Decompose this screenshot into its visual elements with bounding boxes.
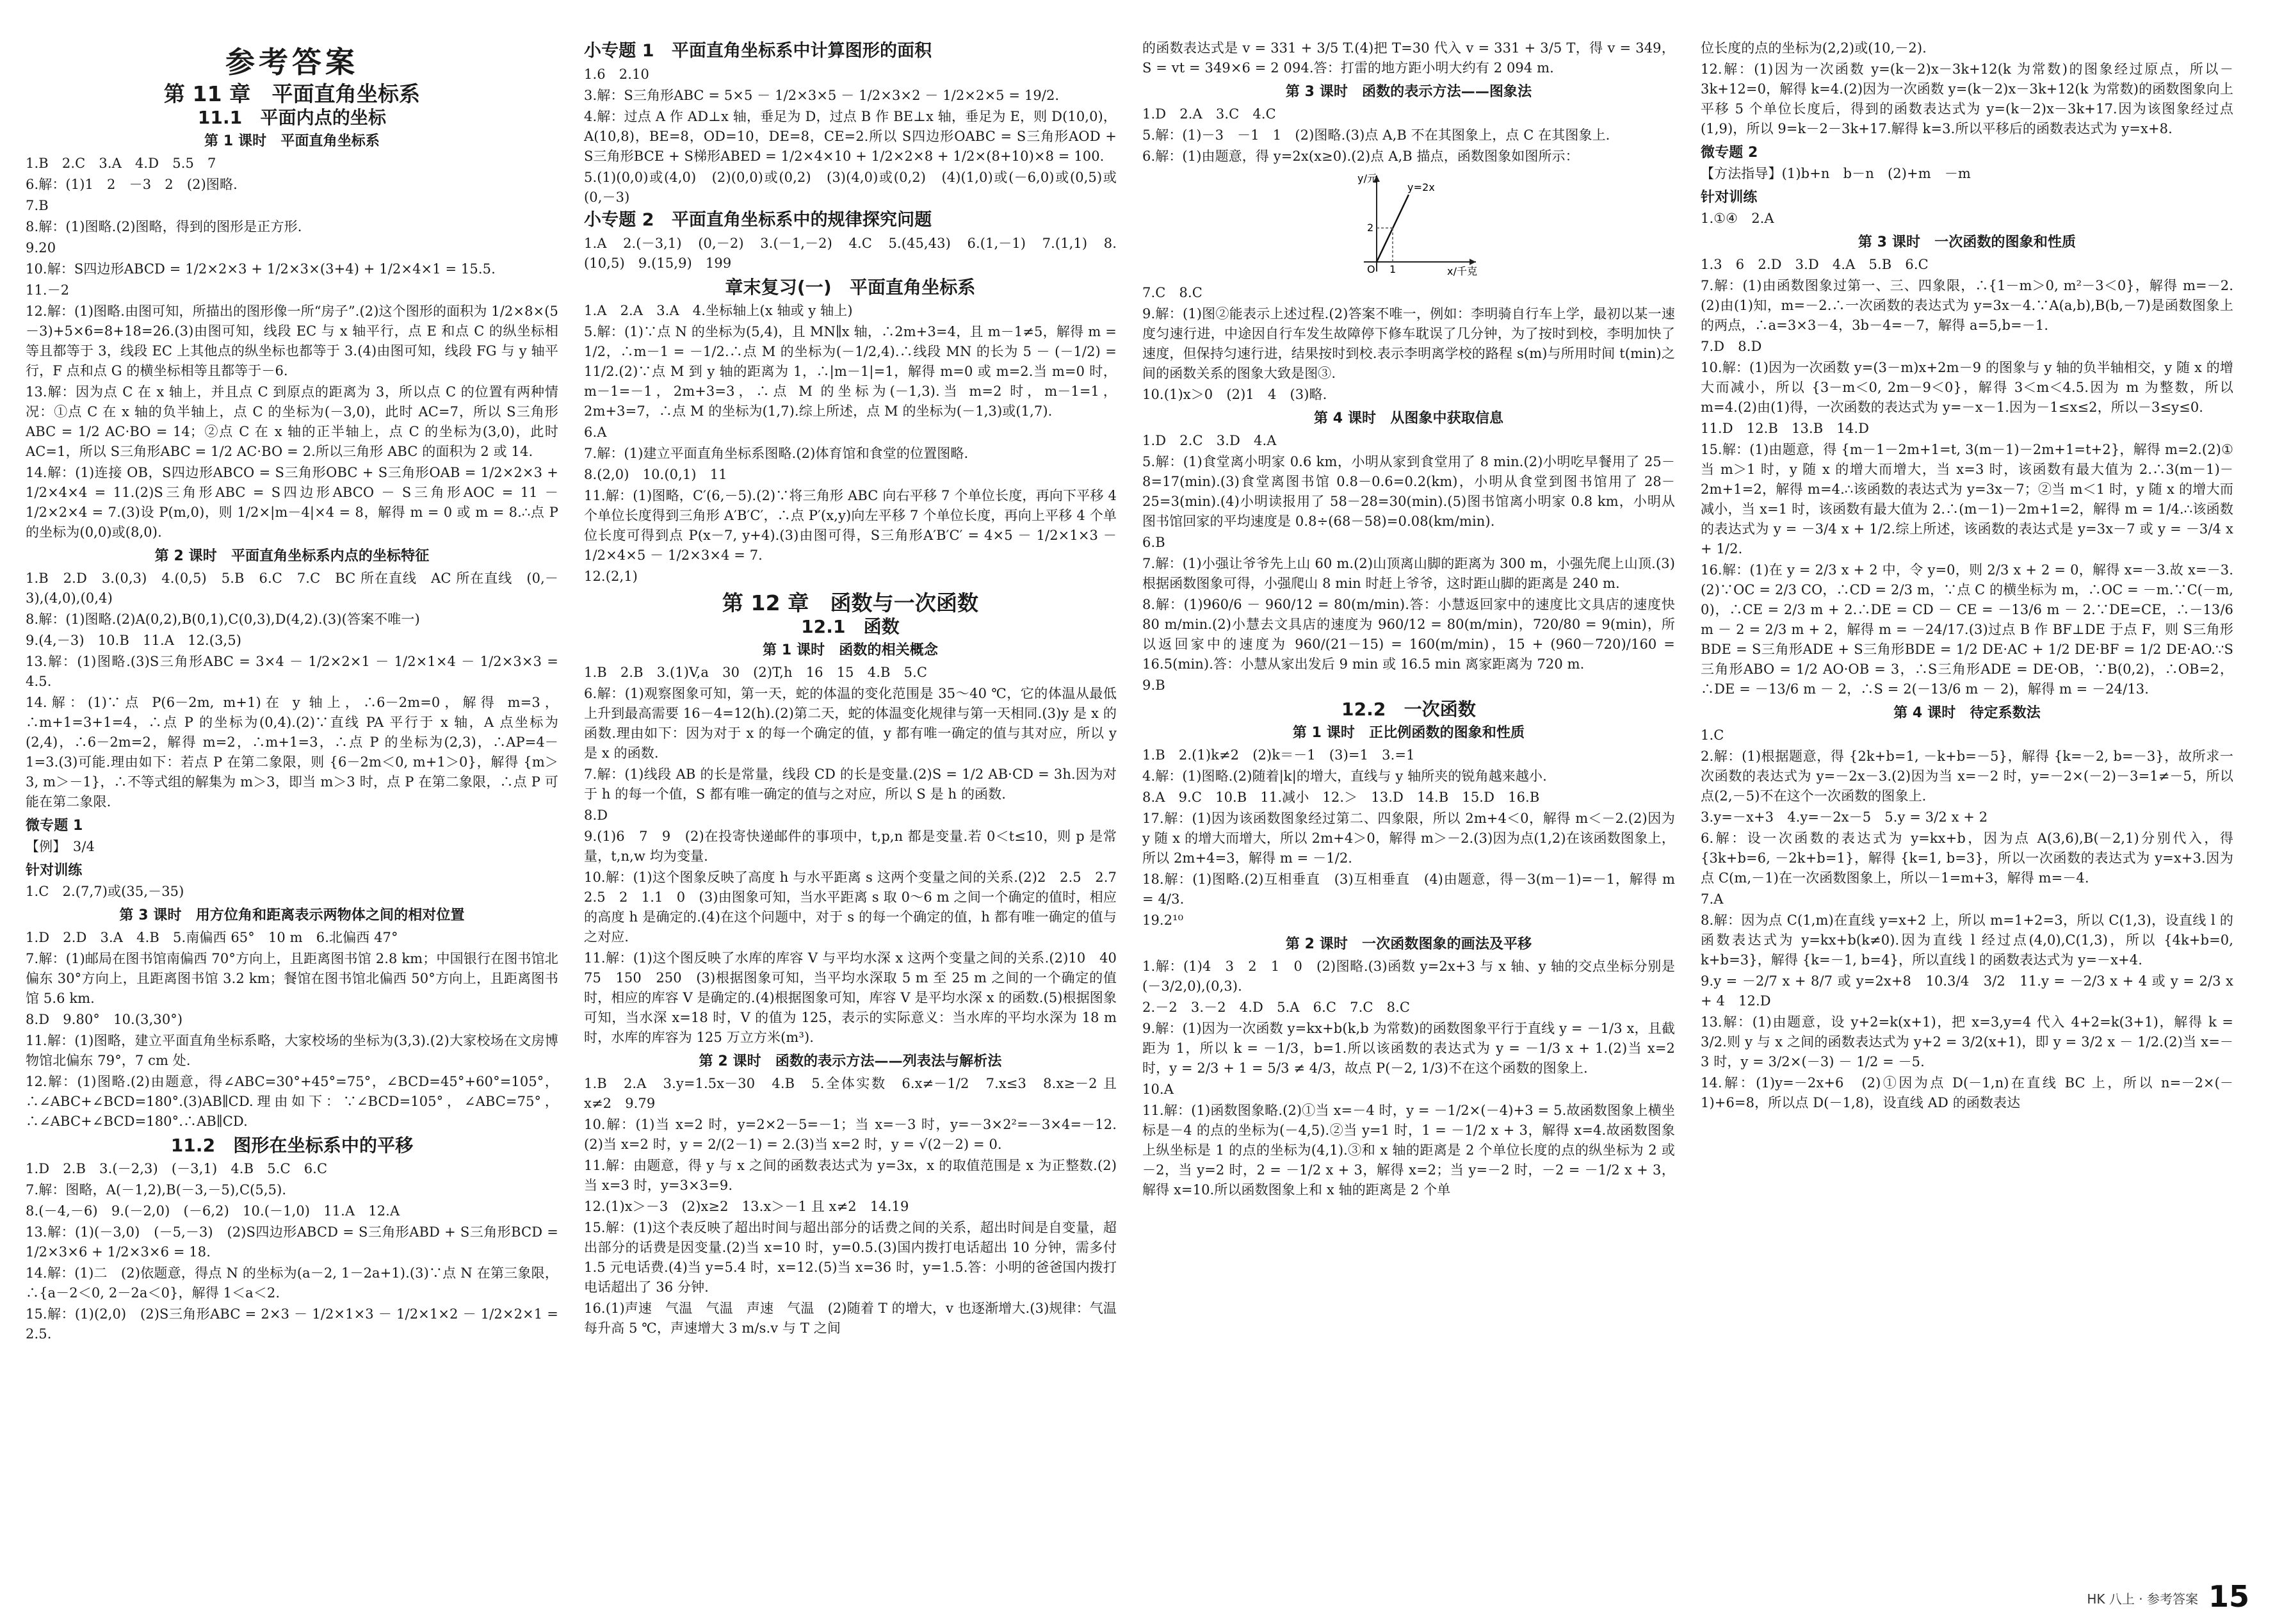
answer-line: 1.A 2.(－3,1) (0,－2) 3.(－1,－2) 4.C 5.(45,43) 6.(1,－1) 7.(1,1) 8.(10,5) 9.(15,9) 199 bbox=[584, 236, 1117, 271]
answer-line: 1.D 2.A 3.C 4.C bbox=[1142, 106, 1276, 122]
answer-line: 11.解：(1)图略，建立平面直角坐标系略，大家校场的坐标为(3,3).(2)大家校场在文房博物馆北偏东 79°，7 cm 处. bbox=[26, 1033, 558, 1068]
answer-line: 7.C 8.C bbox=[1142, 285, 1202, 300]
answer-line: 5.解：(1)－3 －1 1 (2)图略.(3)点 A,B 不在其图象上，点 C 在其图象上. bbox=[1142, 127, 1610, 143]
answer-line: 9.20 bbox=[26, 240, 56, 256]
example-line: 【例】 3/4 bbox=[26, 839, 95, 854]
answer-line: 9.(1)6 7 9 (2)在投寄快递邮件的事项中，t,p,n 都是变量.若 0＜t≤10，则 p 是常量，t,n,w 均为变量. bbox=[584, 829, 1117, 864]
column-2 bbox=[584, 38, 1131, 1588]
answer-line: 1.D 2.C 3.D 4.A bbox=[1142, 433, 1277, 448]
answer-line: 1.B 2.(1)k≠2 (2)k＝－1 (3)=1 3.=1 bbox=[1142, 747, 1415, 763]
function-graph bbox=[1332, 169, 1486, 278]
review-heading: 章末复习(一) 平面直角坐标系 bbox=[725, 277, 976, 298]
lesson-heading: 第 1 课时 平面直角坐标系 bbox=[204, 133, 380, 149]
answer-line: 18.解：(1)图略.(2)互相垂直 (3)互相垂直 (4)由题意，得－3(m－1)=－1，解得 m = 4/3. bbox=[1142, 872, 1675, 907]
answer-line: 10.解：S四边形ABCD = 1/2×2×3 + 1/2×3×(3+4) + 1/2×4×1 = 15.5. bbox=[26, 261, 496, 277]
answer-line: 3.y=－x+3 4.y=－2x－5 5.y = 3/2 x + 2 bbox=[1701, 809, 1988, 825]
answer-line: 12.解：(1)图略.(2)由题意，得∠ABC=30°+45°=75°，∠BCD=45°+60°=105°，∴∠ABC+∠BCD=180°.(3)AB∥CD.理由如下：∵∠BCD=105°，∠ABC=75°，∴∠ABC+∠BCD=180°.∴AB∥CD. bbox=[26, 1074, 558, 1129]
answer-line: 6.解：(1)由题意，得 y=2x(x≥0).(2)点 A,B 描点，函数图象如图所示： bbox=[1142, 149, 1579, 164]
answer-line: 6.B bbox=[1142, 535, 1165, 550]
answer-line: 1.D 2.B 3.(－2,3) (－3,1) 4.B 5.C 6.C bbox=[26, 1161, 328, 1176]
section-heading: 11.1 平面内点的坐标 bbox=[197, 107, 387, 128]
answer-page bbox=[26, 38, 2249, 1601]
answer-line: 6.A bbox=[584, 425, 607, 440]
function-label: y=2x bbox=[1407, 181, 1435, 193]
answer-line: 5.(1)(0,0)或(4,0) (2)(0,0)或(0,2) (3)(4,0)或(0,2) (4)(1,0)或(－6,0)或(0,5)或(0,－3) bbox=[584, 170, 1117, 205]
answer-line: 1.①④ 2.A bbox=[1701, 211, 1774, 226]
section-heading: 12.1 函数 bbox=[801, 616, 900, 637]
answer-line: 7.A bbox=[1701, 891, 1724, 907]
answer-line: 10.解：(1)因为一次函数 y=(3－m)x+2m－9 的图象与 y 轴的负半轴相交，y 随 x 的增大而减小，所以 {3－m＜0, 2m－9＜0}，解得 3＜m＜4.5.因为 m 为整数，所以 m=4.(2)由(1)得，一次函数的表达式为 y=－x－1.因为－1≤x≤2，所以－3≤y≤0. bbox=[1701, 360, 2233, 415]
answer-line: 13.解：(1)(－3,0) (－5,－3) (2)S四边形ABCD = S三角形ABD + S三角形BCD = 1/2×3×6 + 1/2×3×6 = 18. bbox=[26, 1224, 558, 1260]
answer-line: 12.解：(1)图略.由图可知，所描出的图形像一所“房子”.(2)这个图形的面积为 1/2×8×(5－3)+5×6=8+18=26.(3)由图可知，线段 EC 与 x 轴平行，点 E 和点 C 的纵坐标相等且都等于 3，线段 EC 上其他点的纵坐标也都等于 3.(4)由图可知，线段 FG 与 y 轴平行，F 点和点 G 的横坐标相等且都等于－6. bbox=[26, 304, 558, 378]
x-axis-label: x/千克 bbox=[1447, 265, 1478, 277]
lesson-heading: 第 2 课时 函数的表示方法——列表法与解析法 bbox=[699, 1053, 1002, 1069]
answer-line: 7.解：(1)由函数图象过第一、三、四象限，∴{1－m＞0, m²－3＜0}，解得 m=－2.(2)由(1)知，m=－2.∴一次函数的表达式为 y=3x－4.∵A(a,b),B(b,－7)是函数图象上的两点，∴a=3×3－4，3b－4=－7，解得 a=5,b=－1. bbox=[1701, 278, 2233, 333]
answer-line: 15.解：(1)(2,0) (2)S三角形ABC = 2×3 － 1/2×1×3 － 1/2×1×2 － 1/2×2×1 = 2.5. bbox=[26, 1306, 558, 1342]
answer-line: 8.D 9.80° 10.(3,30°) bbox=[26, 1012, 183, 1027]
answer-line: 13.解：(1)由题意，设 y+2=k(x+1)，把 x=3,y=4 代入 4+2=k(3+1)，解得 k = 3/2.则 y 与 x 之间的函数表达式为 y+2 = 3/2(x+1)，即 y = 3/2 x － 1/2.(2)当 x=－3 时，y = 3/2×(－3) － 1/2 = －5. bbox=[1701, 1014, 2233, 1069]
answer-line: 13.解：因为点 C 在 x 轴上，并且点 C 到原点的距离为 3，所以点 C 的位置有两种情况：①点 C 在 x 轴的负半轴上，点 C 的坐标为(－3,0)，此时 AC=7，所以 S三角形ABC = 1/2 AC·BO = 14；②点 C 在 x 轴的正半轴上，点 C 的坐标为(3,0)，此时 AC=1，所以 S三角形ABC = 1/2 AC·BO = 2.所以三角形 ABC 的面积为 2 或 14. bbox=[26, 384, 558, 459]
micro-topic-heading: 微专题 1 bbox=[26, 818, 83, 834]
answer-line: 14.解：(1)∵点 P(6－2m, m+1)在 y 轴上，∴6－2m=0，解得 m=3，∴m+1=3+1=4，∴点 P 的坐标为(0,4).(2)∵直线 PA 平行于 x 轴，A 点坐标为(2,4)，∴6－2m=2，解得 m=2，∴m+1=3，∴点 P 的坐标为(2,3)，∴AP=4－1=3.(3)可能.理由如下：若点 P 在第二象限，则 {6－2m＜0, m+1＞0}，解得 {m＞3, m＞－1}，∴不等式组的解集为 m＞3，即当 m＞3 时，点 P 在第二象限，∴点 P 可能在第二象限. bbox=[26, 695, 558, 809]
answer-line: 12.解：(1)因为一次函数 y=(k－2)x－3k+12(k 为常数)的图象经过原点，所以－3k+12=0，解得 k=4.(2)因为一次函数 y=(k－2)x－3k+12(k 为常数)的函数图象向上平移 5 个单位长度后，得到的函数表达式为 y=(k－2)x－3k+17.因为该图象经过点(1,9)，所以 9=k－2－3k+17.解得 k=3.所以平移后的函数表达式为 y=x+8. bbox=[1701, 61, 2233, 136]
answer-line: 9.(4,－3) 10.B 11.A 12.(3,5) bbox=[26, 633, 242, 648]
answer-line: 1.D 2.D 3.A 4.B 5.南偏西 65° 10 m 6.北偏西 47° bbox=[26, 930, 398, 945]
answer-line: 11.解：由题意，得 y 与 x 之间的函数表达式为 y=3x，x 的取值范围是 x 为正整数.(2)当 x=3 时，y=3×3=9. bbox=[584, 1158, 1117, 1193]
answer-line: 1.B 2.B 3.(1)V,a 30 (2)T,h 16 15 4.B 5.C bbox=[584, 665, 928, 680]
answer-line: 6.解：(1)1 2 －3 2 (2)图略. bbox=[26, 177, 238, 192]
answer-line: 1.A 2.A 3.A 4.坐标轴上(x 轴或 y 轴上) bbox=[584, 303, 853, 318]
answer-line: 1.6 2.10 bbox=[584, 67, 649, 82]
answer-line: 15.解：(1)由题意，得 {m－1－2m+1=t, 3(m－1)－2m+1=t+2}，解得 m=2.(2)①当 m＞1 时，y 随 x 的增大而增大，当 x=3 时，该函数有最大值为 2.∴3(m－1)－2m+1=2，解得 m=4.∴该函数的表达式为 y=3x－7；②当 m＜1 时，y 随 x 的增大而减小，当 x=1 时，该函数有最大值为 2.∴(m－1)－2m+1=2，解得 m = 1/4.∴该函数的表达式为 y = －3/4 x + 1/2.综上所述，该函数的表达式是 y=3x－7 或 y = －3/4 x + 1/2. bbox=[1701, 442, 2233, 556]
answer-line: 6.解：设一次函数的表达式为 y=kx+b，因为点 A(3,6),B(－2,1)分别代入，得 {3k+b=6, －2k+b=1}，解得 {k=1, b=3}，所以一次函数的表达式为 y=x+3.因为点 C(m,－1)在一次函数图象上，所以－1=m+3，解得 m=－4. bbox=[1701, 831, 2233, 886]
lesson-heading: 第 2 课时 平面直角坐标系内点的坐标特征 bbox=[154, 548, 430, 564]
chapter-heading: 第 11 章 平面直角坐标系 bbox=[163, 81, 421, 106]
answer-line: 12.(2,1) bbox=[584, 569, 638, 584]
answer-line: 17.解：(1)因为该函数图象经过第二、四象限，所以 2m+4＜0，解得 m＜－2.(2)因为 y 随 x 的增大而增大，所以 2m+4＞0，解得 m＞－2.(3)因为点(1,2)在该函数图象上，所以 2m+4=3，解得 m = －1/2. bbox=[1142, 811, 1675, 866]
answer-line: 19.2¹⁰ bbox=[1142, 913, 1184, 928]
answer-line: 9.解：(1)因为一次函数 y=kx+b(k,b 为常数)的函数图象平行于直线 y = －1/3 x，且截距为 1，所以 k = －1/3，b=1.所以该函数的表达式为 y = －1/3 x + 1.(2)当 x=2 时，y = 2/3 + 1 = 5/3 ≠ 4/3，故点 P(－2, 1/3)不在这个函数的图象上. bbox=[1142, 1021, 1675, 1076]
answer-line: 7.解：(1)小强让爷爷先上山 60 m.(2)山顶离山脚的距离为 300 m，小强先爬上山顶.(3)根据函数图象可得，小强爬山 8 min 时赶上爷爷，这时距山脚的距离是 240 m. bbox=[1142, 556, 1675, 591]
answer-line: 1.B 2.D 3.(0,3) 4.(0,5) 5.B 6.C 7.C BC 所在直线 AC 所在直线 (0,－3),(4,0),(0,4) bbox=[26, 571, 558, 606]
answer-line: 7.解：(1)邮局在图书馆南偏西 70°方向上，且距离图书馆 2.8 km；中国银行在图书馆北偏东 30°方向上，且距离图书馆 3.2 km；餐馆在图书馆北偏西 50°方向上，且距离图书馆 5.6 km. bbox=[26, 951, 558, 1006]
answer-line: 14.解：(1)二 (2)依题意，得点 N 的坐标为(a－2, 1－2a+1).(3)∵点 N 在第三象限，∴{a－2＜0, 2－2a＜0}，解得 1＜a＜2. bbox=[26, 1265, 558, 1301]
answer-line: 8.(2,0) 10.(0,1) 11 bbox=[584, 467, 727, 482]
answer-line: 9.y = －2/7 x + 8/7 或 y=2x+8 10.3/4 3/2 11.y = －2/3 x + 4 或 y = 2/3 x + 4 12.D bbox=[1701, 973, 2233, 1009]
page-title: 参考答案 bbox=[225, 45, 359, 79]
answer-line: 5.解：(1)食堂离小明家 0.6 km，小明从家到食堂用了 8 min.(2)小明吃早餐用了 25－8=17(min).(3)食堂离图书馆 0.8－0.6=0.2(km)，小明从食堂到图书馆用了 28－25=3(min).(4)小明读报用了 58－28=30(min).(5)图书馆离小明家 0.8 km，小明从图书馆回家的平均速度是 0.8÷(68－58)=0.08(km/min). bbox=[1142, 454, 1675, 529]
answer-line: 14.解：(1)y=－2x+6 (2)①因为点 D(－1,n)在直线 BC 上，所以 n=－2×(－1)+6=8，所以点 D(－1,8)，设直线 AD 的函数表达 bbox=[1701, 1075, 2233, 1110]
answer-line: 4.解：过点 A 作 AD⊥x 轴，垂足为 D，过点 B 作 BE⊥x 轴，垂足为 E，则 D(10,0)，A(10,8)，BE=8，OD=10，DE=8，CE=2.所以 S四边形OABC = S三角形AOD + S三角形BCE + S梯形ABED = 1/2×4×10 + 1/2×2×8 + 1/2×(8+10)×8 = 100. bbox=[584, 109, 1117, 164]
answer-line: 11.解：(1)这个图反映了水库的库容 V 与平均水深 x 这两个变量之间的关系.(2)10 40 75 150 250 (3)根据图象可知，当平均水深取 5 m 至 25 m 之间的一个确定的值时，相应的库容 V 是确定的.(4)根据图象可知，库容 V 是平均水深 x 的函数.(5)根据图象可知，当水深 x=18 时，V 的值为 125，表示的实际意义：当水库的平均水深为 18 m 时，水库的库容为 125 万立方米(m³). bbox=[584, 950, 1131, 1045]
origin-label: O bbox=[1367, 263, 1375, 275]
y-axis-label: y/元 bbox=[1357, 172, 1378, 184]
answer-line: 1.解：(1)4 3 2 1 0 (2)图略.(3)函数 y=2x+3 与 x 轴、y 轴的交点坐标分别是(－3/2,0),(0,3). bbox=[1142, 959, 1675, 994]
answer-line: 8.解：(1)图略.(2)图略，得到的图形是正方形. bbox=[26, 219, 302, 234]
answer-line: 2.解：(1)根据题意，得 {2k+b=1, －k+b=－5}，解得 {k=－2, b=－3}，故所求一次函数的表达式为 y=－2x－3.(2)因为当 x=－2 时，y=－2×(－2)－3=1≠－5，所以点(2,－5)不在这个一次函数的图象上. bbox=[1701, 749, 2233, 804]
answer-line: 16.(1)声速 气温 气温 声速 气温 (2)随着 T 的增大，v 也逐渐增大.(3)规律：气温每升高 5 ℃，声速增大 3 m/s.v 与 T 之间 bbox=[584, 1301, 1117, 1336]
answer-line: 10.(1)x＞0 (2)1 4 (3)略. bbox=[1142, 387, 1327, 402]
answer-line: 8.D bbox=[584, 808, 608, 823]
answer-line: 11.D 12.B 13.B 14.D bbox=[1701, 421, 1870, 436]
lesson-heading: 第 4 课时 从图象中获取信息 bbox=[1313, 410, 1504, 426]
y-tick-2: 2 bbox=[1367, 222, 1374, 234]
answer-line: 16.解：(1)在 y = 2/3 x + 2 中，令 y=0，则 2/3 x + 2 = 0，解得 x=－3.故 x=－3.(2)∵OC = 2/3 CO，∴CD = 2/3 m，∵点 C 的横坐标为 m，∴OC = －m.∵C(－m, 0)，∴CE = 2/3 m + 2.∴DE = CD － CE = －13/6 m － 2.∵DE=CE，∴－13/6 m － 2 = 2/3 m + 2，解得 m = －24/17.(3)过点 B 作 BF⊥DE 于点 F，则 S三角形BDE = S三角形ADE + S三角形BDE = 1/2 DE·AC + 1/2 DE·BF = 1/2 DE·AO.∵S三角形ABO = 1/2 AO·OB = 3，∴S三角形ADE = DE·OB，∵B(0,2)，∴OB=2，∴DE = －13/6 m － 2，∴S = 2(－13/6 m － 2)，解得 m = －24/13. bbox=[1701, 562, 2233, 697]
answer-line: 2.－2 3.－2 4.D 5.A 6.C 7.C 8.C bbox=[1142, 1000, 1411, 1015]
method-line: 【方法指导】(1)b+n b－n (2)+m －m bbox=[1701, 166, 1971, 181]
answer-line: 6.解：(1)观察图象可知，第一天，蛇的体温的变化范围是 35～40 ℃，它的体温从最低上升到最高需要 16－4=12(h).(2)第二天，蛇的体温变化规律与第一天相同.(3)y 是 x 的函数.理由如下：因为对于 x 的每一个确定的值，y 都有唯一确定的值与其对应，所以 y 是 x 的函数. bbox=[584, 686, 1117, 761]
answer-line: 4.解：(1)图略.(2)随着|k|的增大，直线与 y 轴所夹的锐角越来越小. bbox=[1142, 768, 1547, 784]
answer-line: 14.解：(1)连接 OB，S四边形ABCO = S三角形OBC + S三角形OAB = 1/2×2×3 + 1/2×4×4 = 11.(2)S三角形ABC = S四边形ABCO － S三角形AOC = 11 － 1/2×2×4 = 7.(3)设 P(m,0)，则 1/2×|m－4|×4 = 8，解得 m = 0 或 m = 8.∴点 P 的坐标为(0,0)或(8,0). bbox=[26, 465, 558, 540]
section-heading: 11.2 图形在坐标系中的平移 bbox=[170, 1135, 414, 1156]
answer-line: 8.解：因为点 C(1,m)在直线 y=x+2 上，所以 m=1+2=3，所以 C(1,3)，设直线 l 的函数表达式为 y=kx+b(k≠0).因为直线 l 经过点(4,0),C(1,3)，所以 {4k+b=0, k+b=3}，解得 {k=－1, b=4}，所以直线 l 的函数表达式为 y=－x+4. bbox=[1701, 913, 2233, 968]
page-number: 15 bbox=[2208, 1579, 2249, 1614]
answer-line: 10.A bbox=[1142, 1082, 1174, 1097]
lesson-heading: 第 3 课时 函数的表示方法——图象法 bbox=[1285, 84, 1532, 100]
answer-line: 1.B 2.A 3.y=1.5x－30 4.B 5.全体实数 6.x≠－1/2 7.x≤3 8.x≥－2 且 x≠2 9.79 bbox=[584, 1076, 1117, 1111]
column-1 bbox=[26, 38, 558, 1588]
answer-line: 1.3 6 2.D 3.D 4.A 5.B 6.C bbox=[1701, 257, 1929, 272]
training-heading: 针对训练 bbox=[26, 863, 83, 879]
answer-line: 5.解：(1)∵点 N 的坐标为(5,4)，且 MN∥x 轴，∴2m+3=4，且 m－1≠5，解得 m = 1/2，∴m－1 = －1/2.∴点 M 的坐标为(－1/2,4).∴线段 MN 的长为 5 － (－1/2) = 11/2.(2)∵点 M 到 y 轴的距离为 1，∴|m－1|=1，解得 m=0 或 m=2.当 m=0 时，m－1=－1，2m+3=3，∴点 M 的坐标为(－1,3).当 m=2 时，m－1=1，2m+3=7，∴点 M 的坐标为(1,7).综上所述，点 M 的坐标为(－1,3)或(1,7). bbox=[584, 324, 1117, 419]
x-axis-arrow bbox=[1469, 259, 1476, 265]
lesson-heading: 第 2 课时 一次函数图象的画法及平移 bbox=[1285, 936, 1532, 952]
topic-heading: 小专题 2 平面直角坐标系中的规律探究问题 bbox=[584, 210, 932, 230]
answer-line: 1.B 2.C 3.A 4.D 5.5 7 bbox=[26, 156, 216, 171]
answer-line: 8.(－4,－6) 9.(－2,0) (－6,2) 10.(－1,0) 11.A 12.A bbox=[26, 1203, 400, 1219]
lesson-heading: 第 3 课时 用方位角和距离表示两物体之间的相对位置 bbox=[119, 907, 465, 923]
answer-line: 7.解：(1)建立平面直角坐标系图略.(2)体育馆和食堂的位置图略. bbox=[584, 446, 969, 461]
page-footer bbox=[2087, 1579, 2249, 1614]
answer-line: 7.B bbox=[26, 198, 49, 213]
answer-line: 11.解：(1)图略，C′(6,－5).(2)∵将三角形 ABC 向右平移 7 个单位长度，再向下平移 4 个单位长度得到三角形 A′B′C′，∴点 P′(x,y)向左平移 7 个单位长度，再向上平移 4 个单位长度可得到点 P(x－7, y+4).(3)由图可得，S三角形A′B′C′ = 4×5 － 1/2×1×3 － 1/2×4×5 － 1/2×3×4 = 7. bbox=[584, 488, 1117, 563]
answer-line: 3.解：S三角形ABC = 5×5 － 1/2×3×5 － 1/2×3×2 － 1/2×2×5 = 19/2. bbox=[584, 88, 1060, 103]
answer-line: 9.解：(1)图②能表示上述过程.(2)答案不唯一，例如：李明骑自行车上学，最初以某一速度匀速行进，中途因自行车发生故障停下修车耽误了几分钟，为了按时到校，李明加快了速度，但保持匀速行进，结果按时到校.表示李明离学校的路程 s(m)与所用时间 t(min)之间的函数关系的图象大致是图③. bbox=[1142, 306, 1675, 381]
lesson-heading: 第 3 课时 一次函数的图象和性质 bbox=[1858, 234, 2077, 250]
answer-line: 8.解：(1)960/6 － 960/12 = 80(m/min).答：小慧返回家中的速度比文具店的速度快 80 m/min.(2)小慧去文具店的速度为 960/12 = 80(m/min)，720/80 = 9(min)，所以返回家中的速度为 960/(21－15) = 160(m/min)，15 + (960－720)/160 = 16.5(min).答：小慧从家出发后 9 min 或 16.5 min 离家距离为 720 m. bbox=[1142, 597, 1675, 672]
answer-line: 12.(1)x＞－3 (2)x≥2 13.x＞－1 且 x≠2 14.19 bbox=[584, 1199, 909, 1214]
answer-line: 的函数表达式是 v = 331 + 3/5 T.(4)把 T=30 代入 v = 331 + 3/5 T，得 v = 349，S = vt = 349×6 = 2 094.答：打雷的地方距小明大约有 2 094 m. bbox=[1142, 40, 1675, 76]
micro-topic-heading: 微专题 2 bbox=[1701, 145, 1758, 161]
x-tick-1: 1 bbox=[1389, 263, 1397, 275]
column-3 bbox=[1142, 38, 1675, 1588]
footer-text: HK 八上 · 参考答案 bbox=[2087, 1591, 2198, 1607]
answer-line: 15.解：(1)这个表反映了超出时间与超出部分的话费之间的关系，超出时间是自变量，超出部分的话费是因变量.(2)当 x=10 时，y=0.5.(3)国内拨打电话超出 10 分钟，需多付 1.5 元电话费.(4)当 y=5.4 时，x=12.(5)当 x=36 时，y=1.5.答：小明的爸爸国内拨打电话超出了 36 分钟. bbox=[584, 1220, 1117, 1295]
training-heading: 针对训练 bbox=[1701, 190, 1758, 206]
answer-line: 8.解：(1)图略.(2)A(0,2),B(0,1),C(0,3),D(4,2).(3)(答案不唯一) bbox=[26, 612, 420, 627]
answer-line: 13.解：(1)图略.(3)S三角形ABC = 3×4 － 1/2×2×1 － 1/2×1×4 － 1/2×3×3 = 4.5. bbox=[26, 654, 558, 689]
answer-line: 10.解：(1)当 x=2 时，y=2×2－5=－1；当 x=－3 时，y=－3×2²=－3×4=－12.(2)当 x=2 时，y = 2/(2－1) = 2.(3)当 x=2 时，y = √(2－2) = 0. bbox=[584, 1117, 1117, 1152]
chapter-heading: 第 12 章 函数与一次函数 bbox=[722, 590, 979, 615]
answer-line: 8.A 9.C 10.B 11.减小 12.＞ 13.D 14.B 15.D 16.B bbox=[1142, 790, 1540, 805]
answer-line: 7.解：(1)线段 AB 的长是常量，线段 CD 的长是变量.(2)S = 1/2 AB·CD = 3h.因为对于 h 的每一个值，S 都有唯一确定的值与之对应，所以 S 是 h 的函数. bbox=[584, 767, 1117, 802]
answer-line: 11.解：(1)函数图象略.(2)①当 x=－4 时，y = －1/2×(－4)+3 = 5.故函数图象上横坐标是－4 的点的坐标为(－4,5).②当 y=1 时，1 = －1/2 x + 3，解得 x=4.故函数图象上纵坐标是 1 的点的坐标为(4,1).③和 x 轴的距离是 2 个单位长度的点的纵坐标为 2 或－2，当 y=2 时，2 = －1/2 x + 3，解得 x=2；当 y=－2 时，－2 = －1/2 x + 3，解得 x=10.所以函数图象上和 x 轴的距离是 2 个单 bbox=[1142, 1103, 1675, 1198]
lesson-heading: 第 4 课时 待定系数法 bbox=[1893, 705, 2041, 721]
answer-line: 10.解：(1)这个图象反映了高度 h 与水平距离 s 这两个变量之间的关系.(2)2 2.5 2.7 2.5 2 1.1 0 (3)由图象可知，当水平距离 s 取 0～6 m 之间一个确定的值时，相应的高度 h 是确定的.(4)在这个问题中，对于 s 的每一个确定的值，h 都有唯一确定的值与之对应. bbox=[584, 870, 1131, 945]
answer-line: 9.B bbox=[1142, 678, 1165, 693]
lesson-heading: 第 1 课时 正比例函数的图象和性质 bbox=[1292, 725, 1525, 741]
topic-heading: 小专题 1 平面直角坐标系中计算图形的面积 bbox=[584, 41, 932, 61]
answer-line: 1.C bbox=[1701, 727, 1724, 743]
answer-line: 11.－2 bbox=[26, 282, 70, 298]
column-4 bbox=[1701, 38, 2233, 1588]
lesson-heading: 第 1 课时 函数的相关概念 bbox=[762, 642, 939, 658]
section-heading: 12.2 一次函数 bbox=[1341, 699, 1476, 720]
answer-line: 1.C 2.(7,7)或(35,－35) bbox=[26, 884, 184, 899]
answer-line: 7.D 8.D bbox=[1701, 339, 1762, 354]
answer-line: 7.解：图略，A(－1,2),B(－3,－5),C(5,5). bbox=[26, 1182, 287, 1198]
answer-line: 位长度的点的坐标为(2,2)或(10,－2). bbox=[1701, 40, 1927, 56]
